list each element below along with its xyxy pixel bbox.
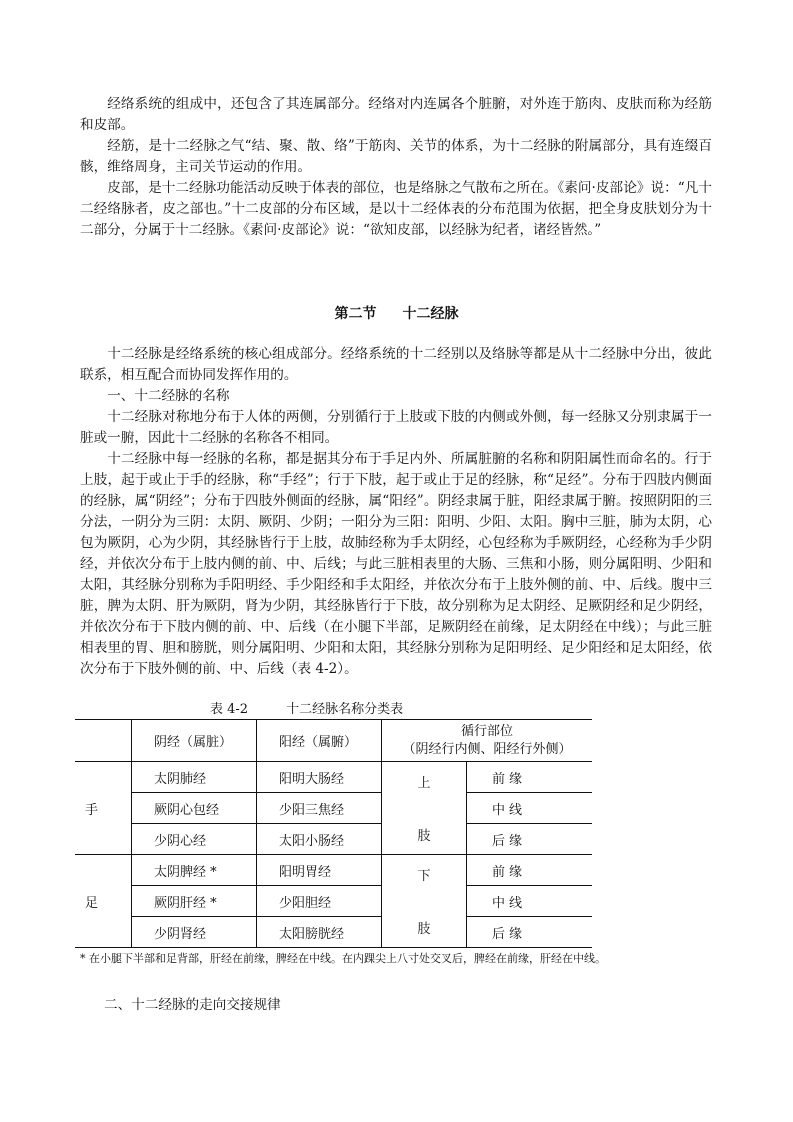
table-row xyxy=(75,855,592,886)
position-cell: 前缘 xyxy=(467,855,593,886)
table-caption xyxy=(210,698,403,717)
yin-cell: 少阴肾经 xyxy=(132,917,257,948)
table-row xyxy=(75,762,592,793)
header-course-line1: 循行部位 xyxy=(460,723,513,739)
yang-cell: 太阳小肠经 xyxy=(257,824,382,855)
paragraph: 十二经脉对称地分布于人体的两侧，分别循行于上肢或下肢的内侧或外侧，每一经脉又分别隶属于一脏或一腑，因此十二经脉的名称各不相同。 xyxy=(80,409,712,446)
yang-cell: 太阳膀胱经 xyxy=(257,917,382,948)
region-char: 下 xyxy=(417,869,431,884)
position-cell: 中线 xyxy=(467,886,593,917)
yang-cell: 阳明胃经 xyxy=(257,855,382,886)
paragraph: 经络系统的组成中，还包含了其连属部分。经络对内连属各个脏腑，对外连于筋肉、皮肤而称为经筋和皮部。 xyxy=(80,96,712,133)
table-row xyxy=(75,824,592,855)
table-row xyxy=(75,793,592,824)
table-footnote: * 在小腿下半部和足背部，肝经在前缘，脾经在中线。在内踝尖上八寸处交叉后，脾经在前缘，肝经在中线。 xyxy=(80,952,606,965)
section-body xyxy=(80,344,712,680)
region-cell xyxy=(382,762,467,855)
intro-section xyxy=(80,94,712,241)
paragraph: 十二经脉是经络系统的核心组成部分。经络系统的十二经别以及络脉等都是从十二经脉中分出，彼此联系，相互配合而协同发挥作用的。 xyxy=(80,346,712,383)
yang-cell: 少阳三焦经 xyxy=(257,793,382,824)
position-cell: 后缘 xyxy=(467,824,593,855)
meridian-table xyxy=(75,719,592,948)
position-cell: 中线 xyxy=(467,793,593,824)
section-name: 十二经脉 xyxy=(402,306,459,322)
region-char: 上 xyxy=(417,776,431,791)
region-char: 肢 xyxy=(417,829,431,844)
yin-cell: 太阴脾经 * xyxy=(132,855,257,886)
paragraph: 十二经脉中每一经脉的名称，都是据其分布于手足内外、所属脏腑的名称和阴阳属性而命名的。行于上肢，起于或止于手的经脉，称“手经”；行于下肢，起于或止于足的经脉，称“足经”。分布于四肢内侧面的经脉，属“阴经”；分布于四肢外侧面的经脉，属“阳经”。阴经隶属于脏，阳经隶属于腑。按照阴阳的三分法，一阴分为三阴：太阴、厥阴、少阴；一阳分为三阳：阳明、少阳、太阳。胸中三脏，肺为太阴，心包为厥阴，心为少阴，其经脉皆行于上肢，故肺经称为手太阴经，心包经称为手厥阴经，心经称为手少阴经，并依次分布于上肢内侧的前、中、后线；与此三脏相表里的大肠、三焦和小肠，则分属阳明、少阳和太阳，其经脉分别称为手阳明经、手少阳经和手太阳经，并依次分布于上肢外侧的前、中、后线。腹中三脏，脾为太阴、肝为厥阴，肾为少阴，其经脉皆行于下肢，故分别称为足太阴经、足厥阴经和足少阴经，并依次分布于下肢内侧的前、中、后线（在小腿下半部，足厥阴经在前缘，足太阴经在中线）；与此三脏相表里的胃、胆和膀胱，则分属阳明、少阳和太阳，其经脉分别称为足阳明经、足少阳经和足太阳经，依次分布于下肢外侧的前、中、后线（表 4-2）。 xyxy=(80,451,712,677)
yang-cell: 阳明大肠经 xyxy=(257,762,382,793)
yin-cell: 少阴心经 xyxy=(132,824,257,855)
table-row xyxy=(75,917,592,948)
table-row xyxy=(75,886,592,917)
next-subheading: 二、十二经脉的走向交接规律 xyxy=(104,997,281,1013)
limb-cell: 手 xyxy=(75,762,132,855)
region-char: 肢 xyxy=(417,922,431,937)
table-title: 十二经脉名称分类表 xyxy=(286,702,404,717)
position-cell: 前缘 xyxy=(467,762,593,793)
yang-cell: 少阳胆经 xyxy=(257,886,382,917)
section-number: 第二节 xyxy=(334,306,377,322)
header-yin: 阴经（属脏） xyxy=(132,720,257,762)
section-title xyxy=(0,303,793,323)
header-course-line2: （阴经行内侧、阳经行外侧） xyxy=(402,741,572,757)
header-course xyxy=(382,720,593,762)
subheading: 一、十二经脉的名称 xyxy=(107,388,230,404)
header-yang: 阳经（属腑） xyxy=(257,720,382,762)
limb-cell: 足 xyxy=(75,855,132,948)
yin-cell: 厥阴心包经 xyxy=(132,793,257,824)
yin-cell: 厥阴肝经 * xyxy=(132,886,257,917)
region-cell xyxy=(382,855,467,948)
paragraph: 经筋，是十二经脉之气“结、聚、散、络”于筋肉、关节的体系，为十二经脉的附属部分，具有连缀百骸，维络周身，主司关节运动的作用。 xyxy=(80,138,712,175)
paragraph: 皮部，是十二经脉功能活动反映于体表的部位，也是络脉之气散布之所在。《素问·皮部论》说：“凡十二经络脉者，皮之部也。”十二皮部的分布区域，是以十二经体表的分布范围为依据，把全身皮肤划分为十二部分，分属于十二经脉。《素问·皮部论》说：“欲知皮部，以经脉为纪者，诸经皆然。” xyxy=(80,180,712,238)
position-cell: 后缘 xyxy=(467,917,593,948)
table-number: 表 4-2 xyxy=(210,702,249,717)
table-header-row xyxy=(75,720,592,762)
header-blank xyxy=(75,720,132,762)
yin-cell: 太阴肺经 xyxy=(132,762,257,793)
